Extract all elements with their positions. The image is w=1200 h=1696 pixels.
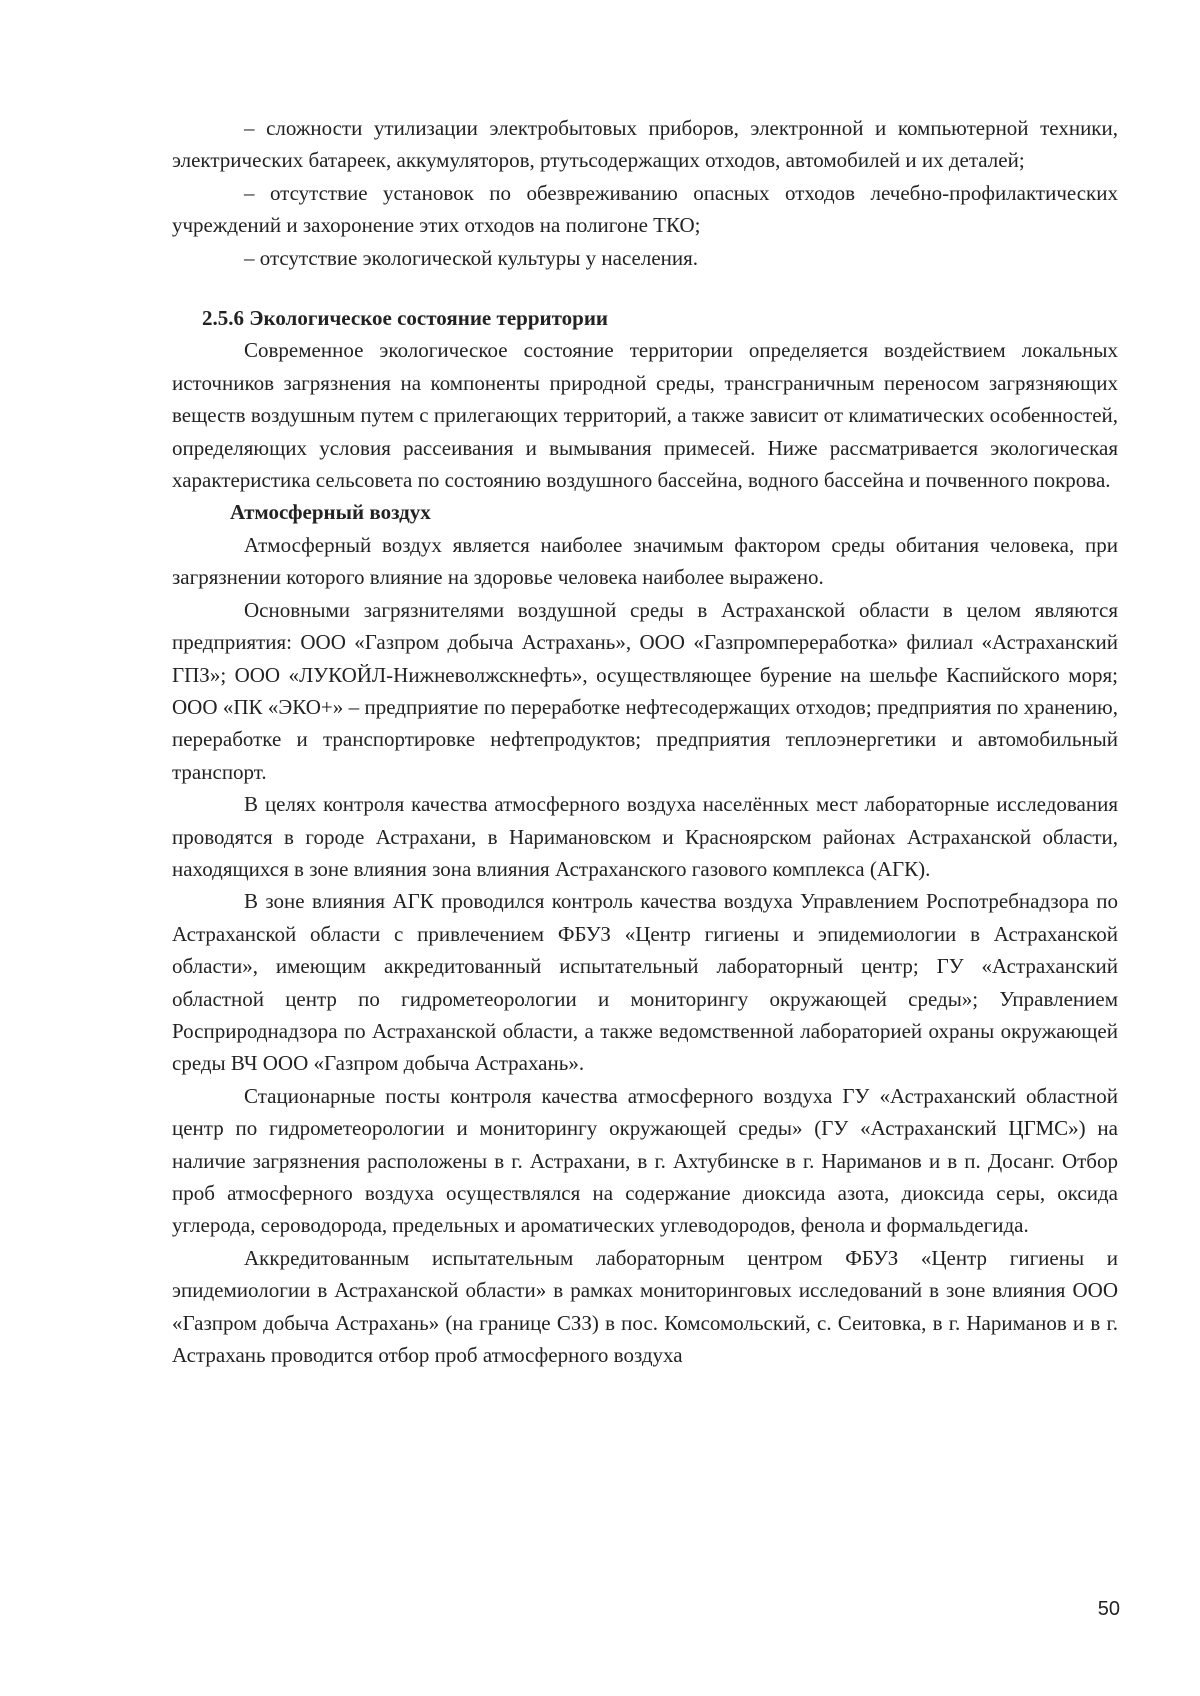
paragraph: Стационарные посты контроля качества атмосферного воздуха ГУ «Астраханский областной центр по гидрометеорологии и мониторингу окружающей среды» (ГУ «Астраханский ЦГМС») на наличие загрязнения расположены в г. Астрахани, в г. Ахтубинске в г. Нариманов и в п. Досанг. Отбор проб атмосферного воздуха осуществлялся на содержание диоксида азота, диоксида серы, оксида углерода, сероводорода, предельных и ароматических углеводородов, фенола и формальдегида. bbox=[172, 1083, 1118, 1238]
list-item: – отсутствие установок по обезвреживанию опасных отходов лечебно-профилактических учреждений и захоронение этих отходов на полигоне ТКО; bbox=[172, 180, 1118, 238]
paragraph: Аккредитованным испытательным лабораторным центром ФБУЗ «Центр гигиены и эпидемиологии в Астраханской области» в рамках мониторинговых исследований в зоне влияния ООО «Газпром добыча Астрахань» (на границе СЗЗ) в пос. Комсомольский, с. Сеитовка, в г. Нариманов и в г. Астрахань проводится отбор проб атмосферного воздуха bbox=[172, 1245, 1118, 1368]
section-intro-paragraph: Современное экологическое состояние территории определяется воздействием локальных источников загрязнения на компоненты природной среды, трансграничным переносом загрязняющих веществ воздушным путем с прилегающих территорий, а также зависит от климатических особенностей, определяющих условия рассеивания и вымывания примесей. Ниже рассматривается экологическая характеристика сельсовета по состоянию воздушного бассейна, водного бассейна и почвенного покрова. bbox=[172, 338, 1118, 493]
paragraph: В целях контроля качества атмосферного воздуха населённых мест лабораторные исследования проводятся в городе Астрахани, в Наримановском и Красноярском районах Астраханской области, находящихся в зоне влияния зона влияния Астраханского газового комплекса (АГК). bbox=[172, 792, 1118, 881]
document-page bbox=[172, 112, 1118, 1371]
subsection-heading: Атмосферный воздух bbox=[230, 500, 431, 525]
list-item: – отсутствие экологической культуры у населения. bbox=[244, 245, 699, 270]
list-item: – сложности утилизации электробытовых приборов, электронной и компьютерной техники, электрических батареек, аккумуляторов, ртутьсодержащих отходов, автомобилей и их деталей; bbox=[172, 116, 1118, 173]
paragraph: Атмосферный воздух является наиболее значимым фактором среды обитания человека, при загрязнении которого влияние на здоровье человека наиболее выражено. bbox=[172, 532, 1118, 590]
paragraph: Основными загрязнителями воздушной среды в Астраханской области в целом являются предприятия: ООО «Газпром добыча Астрахань», ООО «Газпромпереработка» филиал «Астраханский ГПЗ»; ООО «ЛУКОЙЛ-Нижневолжскнефть», осуществляющее бурение на шельфе Каспийского моря; ООО «ПК «ЭКО+» – предприятие по переработке нефтесодержащих отходов; предприятия по хранению, переработке и транспортировке нефтепродуктов; предприятия теплоэнергетики и автомобильный транспорт. bbox=[172, 597, 1118, 784]
paragraph: В зоне влияния АГК проводился контроль качества воздуха Управлением Роспотребнадзора по Астраханской области с привлечением ФБУЗ «Центр гигиены и эпидемиологии в Астраханской области», имеющим аккредитованный испытательный лабораторный центр; ГУ «Астраханский областной центр по гидрометеорологии и мониторингу окружающей среды»; Управлением Росприроднадзора по Астраханской области, а также ведомственной лабораторией охраны окружающей среды ВЧ ООО «Газпром добыча Астрахань». bbox=[172, 889, 1118, 1076]
page-number: 50 bbox=[1097, 1598, 1120, 1620]
section-heading: 2.5.6 Экологическое состояние территории bbox=[202, 306, 609, 331]
